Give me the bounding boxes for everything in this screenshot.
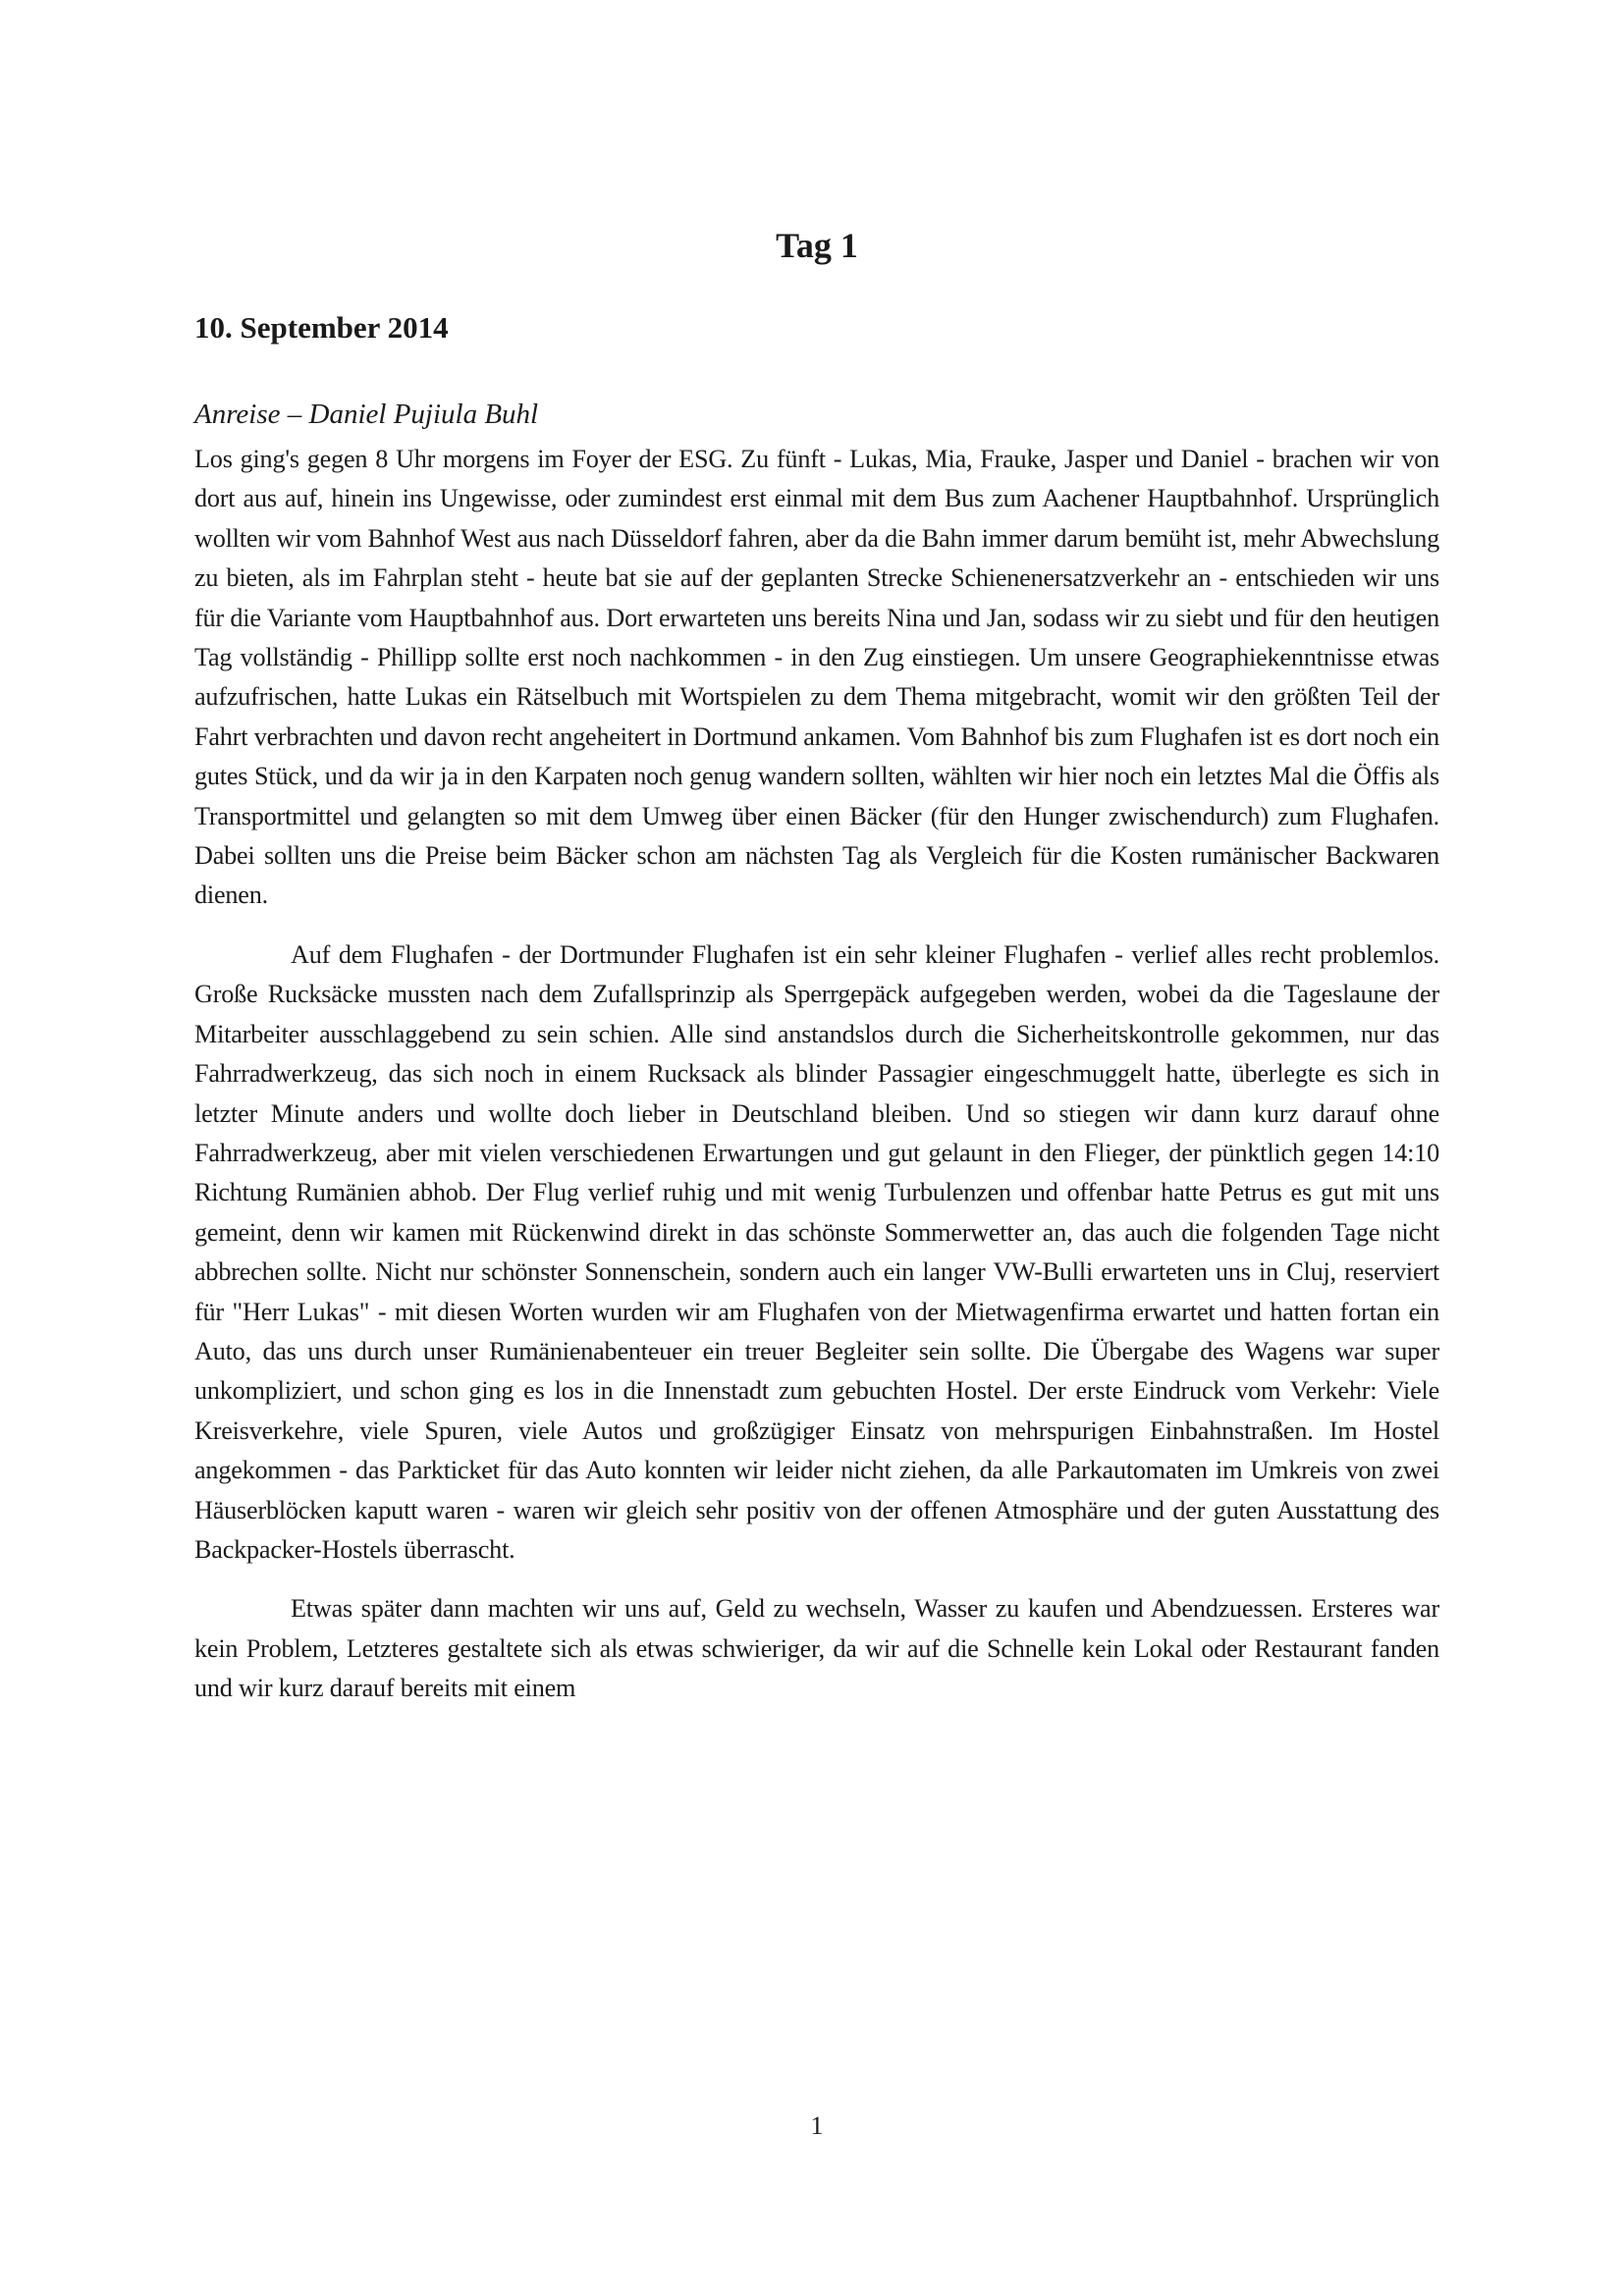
paragraph: Los ging's gegen 8 Uhr morgens im Foyer der ESG. Zu fünft - Lukas, Mia, Frauke, Jasper und Daniel - brachen wir von dort aus auf, hinein ins Ungewisse, oder zumindest erst einmal mit dem Bus zum Aachener Hauptbahnhof. Ursprünglich wollten wir vom Bahnhof West aus nach Düsseldorf fahren, aber da die Bahn immer darum bemüht ist, mehr Abwechslung zu bieten, als im Fahrplan steht - heute bat sie auf der geplanten Strecke Schienenersatzverkehr an - entschieden wir uns für die Variante vom Hauptbahnhof aus. Dort erwarteten uns bereits Nina und Jan, sodass wir zu siebt und für den heutigen Tag vollständig - Phillipp sollte erst noch nachkommen - in den Zug einstiegen. Um unsere Geographiekenntnisse etwas aufzufrischen, hatte Lukas ein Rätselbuch mit Wortspielen zu dem Thema mitgebracht, womit wir den größten Teil der Fahrt verbrachten und davon recht angeheitert in Dortmund ankamen. Vom Bahnhof bis zum Flughafen ist es dort noch ein gutes Stück, und da wir ja in den Karpaten noch genug wandern sollten, wählten wir hier noch ein letztes Mal die Öffis als Transportmittel und gelangten so mit dem Umweg über einen Bäcker (für den Hunger zwischendurch) zum Flughafen. Dabei sollten uns die Preise beim Bäcker schon am nächsten Tag als Vergleich für die Kosten rumänischer Backwaren dienen. xyxy=(194,445,1439,910)
date-heading: 10. September 2014 xyxy=(194,310,449,345)
page-number: 1 xyxy=(810,2111,824,2140)
body-text xyxy=(194,440,1439,1729)
page-title: Tag 1 xyxy=(776,226,858,265)
section-heading: Anreise – Daniel Pujiula Buhl xyxy=(194,399,539,430)
paragraph: Auf dem Flughafen - der Dortmunder Flughafen ist ein sehr kleiner Flughafen - verlief alles recht problemlos. Große Rucksäcke mussten nach dem Zufallsprinzip als Sperrgepäck aufgegeben werden, wobei da die Tageslaune der Mitarbeiter ausschlaggebend zu sein schien. Alle sind anstandslos durch die Sicherheitskontrolle gekommen, nur das Fahrradwerkzeug, das sich noch in einem Rucksack als blinder Passagier eingeschmuggelt hatte, überlegte es sich in letzter Minute anders und wollte doch lieber in Deutschland bleiben. Und so stiegen wir dann kurz darauf ohne Fahrradwerkzeug, aber mit vielen verschiedenen Erwartungen und gut gelaunt in den Flieger, der pünktlich gegen 14:10 Richtung Rumänien abhob. Der Flug verlief ruhig und mit wenig Turbulenzen und offenbar hatte Petrus es gut mit uns gemeint, denn wir kamen mit Rückenwind direkt in das schönste Sommerwetter an, das auch die folgenden Tage nicht abbrechen sollte. Nicht nur schönster Sonnenschein, sondern auch ein langer VW-Bulli erwarteten uns in Cluj, reserviert für "Herr Lukas" - mit diesen Worten wurden wir am Flughafen von der Mietwagenfirma erwartet und hatten fortan ein Auto, das uns durch unser Rumänienabenteuer ein treuer Begleiter sein sollte. Die Übergabe des Wagens war super unkompliziert, und schon ging es los in die Innenstadt zum gebuchten Hostel. Der erste Eindruck vom Verkehr: Viele Kreisverkehre, viele Spuren, viele Autos und großzügiger Einsatz von mehrspurigen Einbahnstraßen. Im Hostel angekommen - das Parkticket für das Auto konnten wir leider nicht ziehen, da alle Parkautomaten im Umkreis von zwei Häuserblöcken kaputt waren - waren wir gleich sehr positiv von der offenen Atmosphäre und der guten Ausstattung des Backpacker-Hostels überrascht. xyxy=(194,939,1439,1564)
paragraph: Etwas später dann machten wir uns auf, Geld zu wechseln, Wasser zu kaufen und Abendzuessen. Ersteres war kein Problem, Letzteres gestaltete sich als etwas schwieriger, da wir auf die Schnelle kein Lokal oder Restaurant fanden und wir kurz darauf bereits mit einem xyxy=(194,1594,1439,1703)
